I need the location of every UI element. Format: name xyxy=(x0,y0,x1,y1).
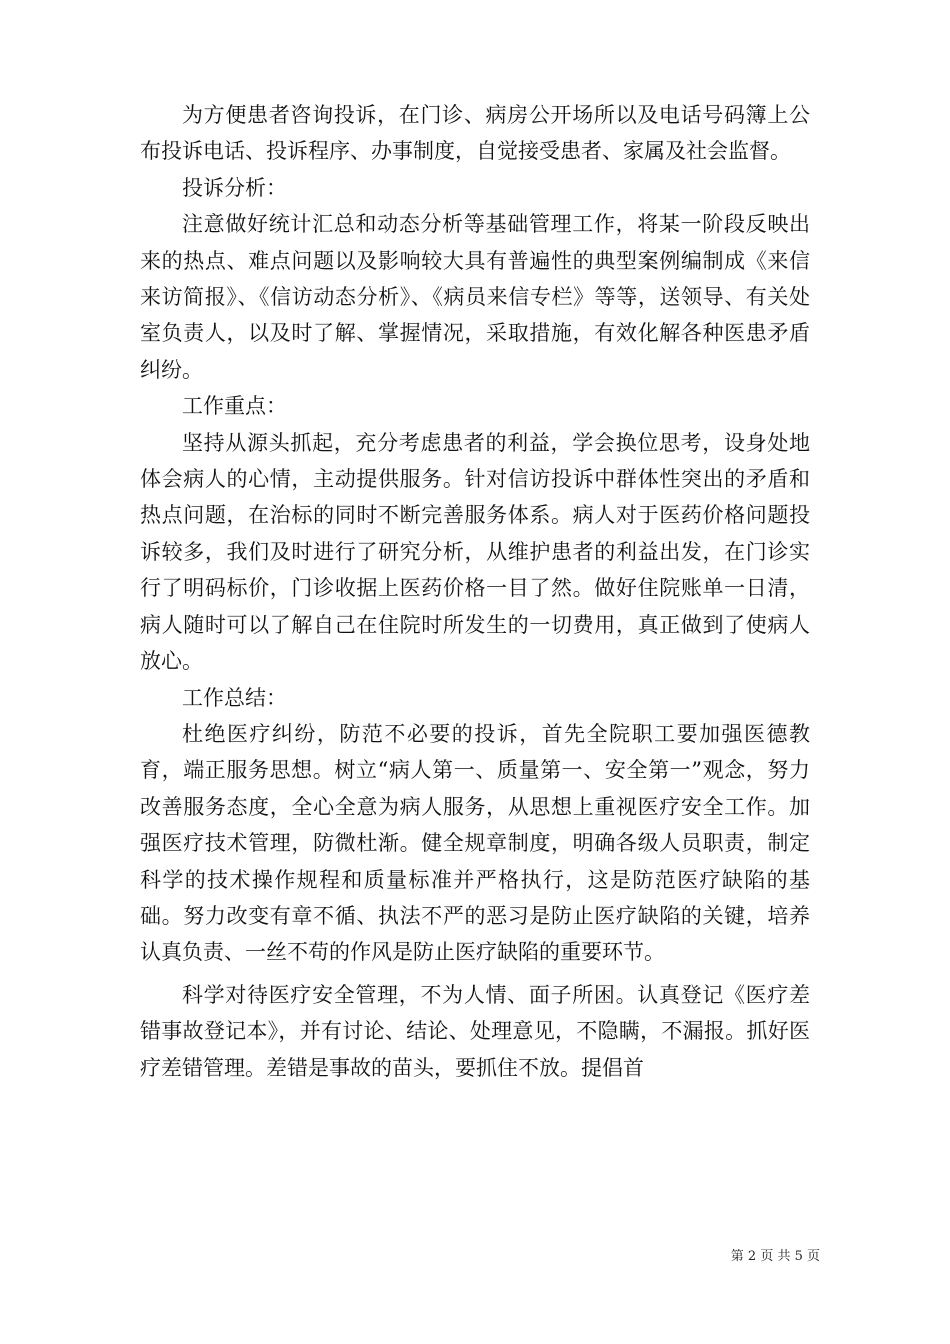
paragraph-safety-management: 科学对待医疗安全管理，不为人情、面子所困。认真登记《医疗差错事故登记本》，并有讨论、结论、处理意见，不隐瞒，不漏报。抓好医疗差错管理。差错是事故的苗头，要抓住不放。提倡首 xyxy=(140,982,810,1080)
document-body xyxy=(140,97,810,1086)
heading-work-focus: 工作重点： xyxy=(182,394,287,419)
heading-complaint-analysis: 投诉分析： xyxy=(182,175,287,200)
page-number-indicator: 第 2 页 共 5 页 xyxy=(730,1249,820,1264)
paragraph-complaint-analysis: 注意做好统计汇总和动态分析等基础管理工作，将某一阶段反映出来的热点、难点问题以及影响较大具有普遍性的典型案例编制成《来信来访简报》、《信访动态分析》、《病员来信专栏》等等，送领导、有关处室负责人，以及时了解、掌握情况，采取措施，有效化解各种医患矛盾纠纷。 xyxy=(140,212,810,382)
paragraph-work-summary: 杜绝医疗纠纷，防范不必要的投诉，首先全院职工要加强医德教育，端正服务思想。树立“病人第一、质量第一、安全第一”观念，努力改善服务态度，全心全意为病人服务，从思想上重视医疗安全工作。加强医疗技术管理，防微杜渐。健全规章制度，明确各级人员职责，制定科学的技术操作规程和质量标准并严格执行，这是防范医疗缺陷的基础。努力改变有章不循、执法不严的恶习是防止医疗缺陷的关键，培养认真负责、一丝不苟的作风是防止医疗缺陷的重要环节。 xyxy=(140,721,810,965)
paragraph-complaint-channels: 为方便患者咨询投诉，在门诊、病房公开场所以及电话号码簿上公布投诉电话、投诉程序、办事制度，自觉接受患者、家属及社会监督。 xyxy=(140,103,810,164)
paragraph-work-focus: 坚持从源头抓起，充分考虑患者的利益，学会换位思考，设身处地体会病人的心情，主动提供服务。针对信访投诉中群体性突出的矛盾和热点问题，在治标的同时不断完善服务体系。病人对于医药价格问题投诉较多，我们及时进行了研究分析，从维护患者的利益出发，在门诊实行了明码标价，门诊收据上医药价格一目了然。做好住院账单一日清，病人随时可以了解自己在住院时所发生的一切费用，真正做到了使病人放心。 xyxy=(140,430,810,674)
heading-work-summary: 工作总结： xyxy=(182,685,287,710)
